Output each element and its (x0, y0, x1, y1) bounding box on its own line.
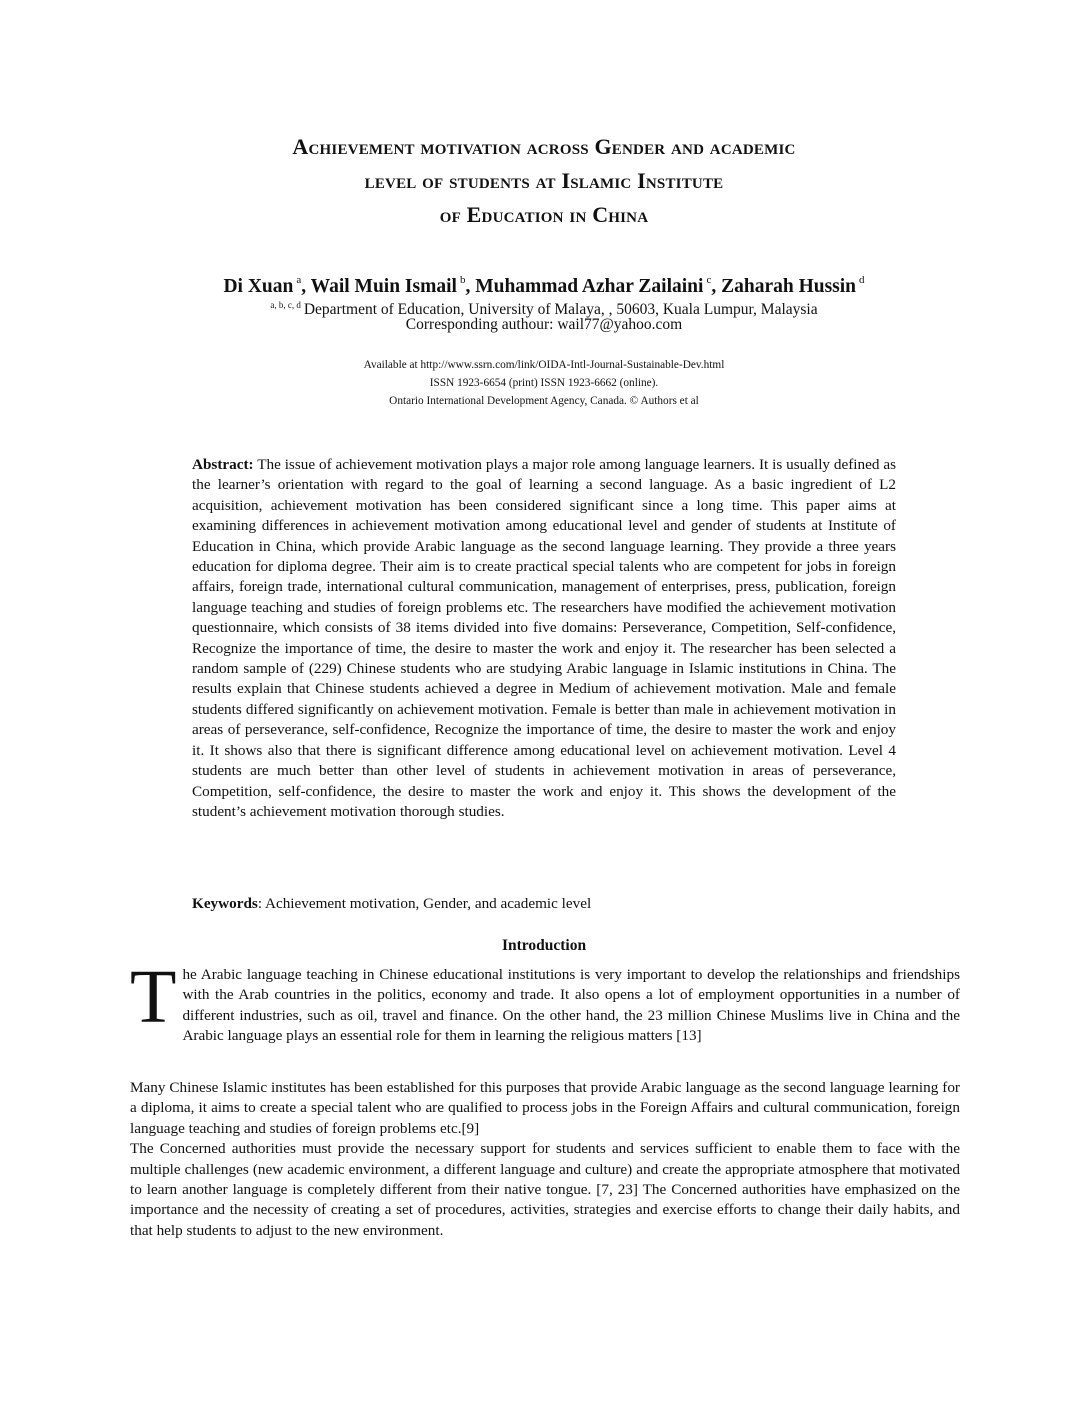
keywords-label: Keywords (192, 895, 258, 912)
keywords (192, 894, 896, 914)
paragraph-text: he Arabic language teaching in Chinese educational institutions is very important to develop the relationships and friendships with the Arab countries in the politics, economy and trade. It also opens a lot of employment opportunities in a number of different industries, such as oil, travel and finance. On the other hand, the 23 million Chinese Muslims live in China and the Arabic language plays an essential role for them in learning the religious matters [13] (182, 966, 960, 1045)
title-line-1: Achievement motivation across Gender and academic (292, 134, 796, 159)
author-name: Wail Muin Ismail (310, 276, 457, 297)
publisher-line: Ontario International Development Agency, Canada. © Authors et al (389, 395, 699, 407)
paper-title (100, 130, 988, 232)
drop-cap: T (130, 955, 177, 1039)
issn-line: ISSN 1923-6654 (print) ISSN 1923-6662 (online). (429, 377, 659, 389)
title-line-2: level of students at Islamic Institute (364, 168, 724, 193)
introduction-paragraph-3: The Concerned authorities must provide the necessary support for students and services sufficient to enable them to face with the multiple challenges (new academic environment, a different language and culture) and create the appropriate atmosphere that motivated to learn another language is completely different from their native tongue. [7, 23] The Concerned authorities have emphasized on the importance and the necessity of creating a set of procedures, activities, strategies and exercise efforts to change their daily habits, and that help students to adjust to the new environment. (130, 1140, 960, 1239)
introduction-paragraph-1 (130, 955, 960, 1047)
author-name: Muhammad Azhar Zailaini (475, 276, 704, 297)
author-name: Zaharah Hussin (721, 276, 857, 297)
abstract-text: The issue of achievement motivation plays a major role among language learners. It is usually defined as the learner’s orientation with regard to the goal of learning a second language. As a basic ingredient of L2 acquisition, achievement motivation has been considered significant since a long time. This paper aims at examining differences in achievement motivation among educational level and gender of students at Institute of Education in China, which provide Arabic language as the second language learning. They provide a three years education for diploma degree. Their aim is to create practical special talents who are competent for jobs in foreign affairs, foreign trade, international cultural communication, management of enterprises, press, publication, foreign language teaching and studies of foreign problems etc. The researchers have modified the achievement motivation questionnaire, which consists of 38 items divided into five domains: Perseverance, Competition, Self-confidence, Recognize the importance of time, the desire to master the work and enjoy it. The researcher has been selected a random sample of (229) Chinese students who are studying Arabic language in Islamic institutions in China. The results explain that Chinese students achieved a degree in Medium of achievement motivation. Male and female students differed significantly on achievement motivation. Female is better than male in achievement motivation in areas of perseverance, self-confidence, Recognize the importance of time, the desire to master the work and enjoy it. It shows also that there is significant difference among educational level on achievement motivation. Level 4 students are much better than other level of students in achievement motivation in areas of perseverance, Competition, self-confidence, the desire to master the work and enjoy it. This shows the development of the student’s achievement motivation thorough studies. (192, 456, 896, 820)
author-mark: d (859, 274, 865, 286)
introduction-body (130, 1078, 960, 1241)
publication-info (250, 356, 838, 410)
corresponding-author: Corresponding authour: wail77@yahoo.com (405, 316, 683, 333)
author-mark: a (296, 274, 302, 286)
author-name: Di Xuan (223, 276, 294, 297)
author-list: Di Xuan $^a$, Wail Muin Ismail $^b$, Muhammad Azhar Zailaini $^c$, Zaharah Hussin $^d$ (223, 274, 865, 297)
title-line-3: of Education in China (439, 202, 649, 227)
introduction-paragraph-2: Many Chinese Islamic institutes has been established for this purposes that provide Arabic language as the second language learning for a diploma, it aims to create a special talent who are qualified to process jobs in the Foreign Affairs and cultural communication, foreign language teaching and studies of foreign problems etc.[9] (130, 1079, 960, 1137)
affiliation: $^{a, b, c, d}$ Department of Education, University of Malaya, , 50603, Kuala Lumpur, Malaysia (270, 300, 818, 318)
keywords-text: : Achievement motivation, Gender, and academic level (257, 895, 592, 912)
abstract (192, 455, 896, 822)
author-mark: c (706, 274, 712, 286)
author-mark: b (459, 274, 466, 286)
abstract-label: Abstract: (192, 456, 254, 473)
section-heading-introduction: Introduction (501, 937, 587, 954)
availability-link[interactable]: Available at http://www.ssrn.com/link/OIDA-Intl-Journal-Sustainable-Dev.html (363, 359, 725, 371)
